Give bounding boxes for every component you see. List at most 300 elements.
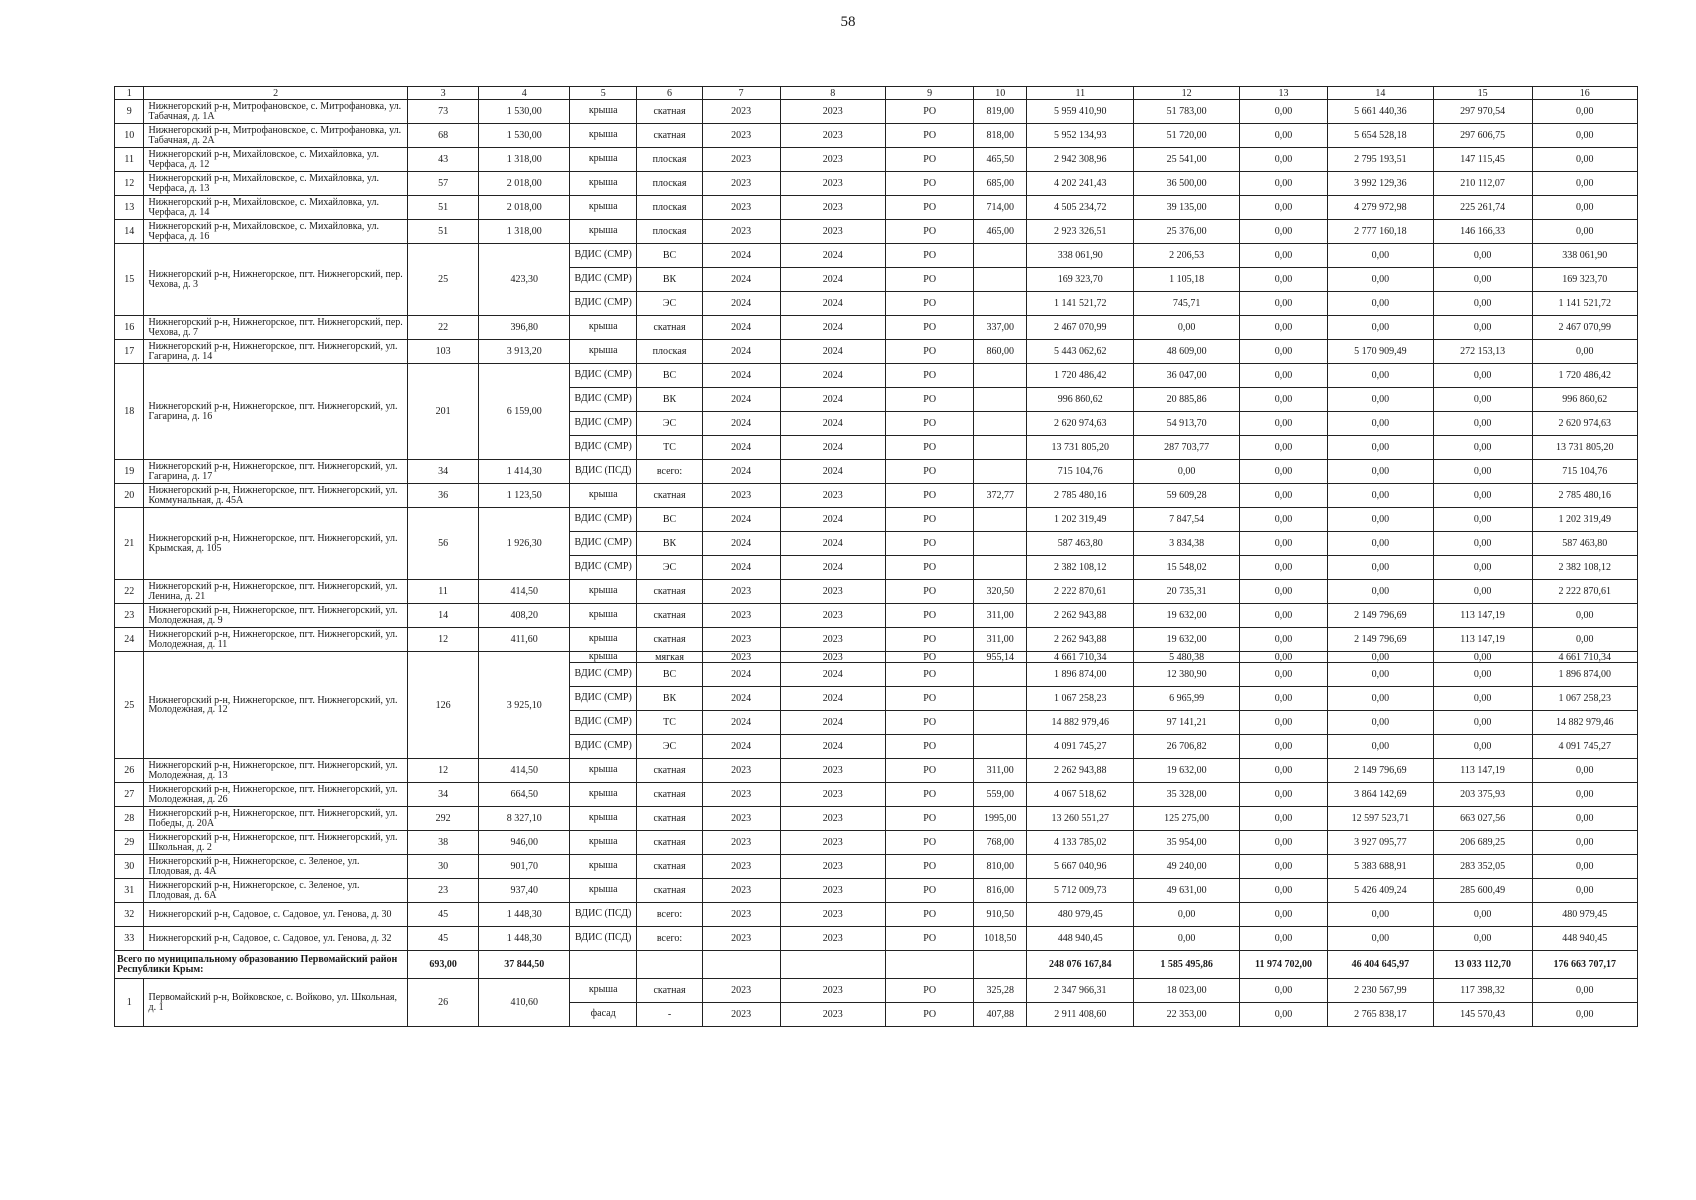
table-cell: 0,00 [1239, 831, 1327, 855]
table-cell: ВДИС (СМР) [569, 532, 636, 556]
table-cell: 372,77 [974, 484, 1027, 508]
table-cell: 0,00 [1239, 855, 1327, 879]
table-cell: 0,00 [1433, 508, 1532, 532]
table-cell: 1 067 258,23 [1532, 687, 1637, 711]
table-cell: 0,00 [1328, 663, 1433, 687]
table-cell: ЭС [637, 735, 702, 759]
table-cell: 2024 [702, 556, 780, 580]
table-cell: РО [885, 783, 973, 807]
table-cell: 2023 [702, 783, 780, 807]
table-cell: 2023 [780, 196, 885, 220]
table-cell: 0,00 [1239, 124, 1327, 148]
table-cell: 2 911 408,60 [1027, 1003, 1134, 1027]
table-cell: РО [885, 903, 973, 927]
table-cell: 1 896 874,00 [1532, 663, 1637, 687]
table-cell: 0,00 [1134, 460, 1239, 484]
table-cell: 13 033 112,70 [1433, 951, 1532, 979]
table-cell: 3 925,10 [479, 652, 570, 759]
table-cell: скатная [637, 807, 702, 831]
table-cell: 18 [115, 364, 144, 460]
table-cell: крыша [569, 855, 636, 879]
table-cell: РО [885, 172, 973, 196]
table-cell: РО [885, 979, 973, 1003]
table-cell: 587 463,80 [1532, 532, 1637, 556]
table-cell: РО [885, 927, 973, 951]
table-cell: 28 [115, 807, 144, 831]
table-cell: 2023 [702, 759, 780, 783]
table-cell: 4 505 234,72 [1027, 196, 1134, 220]
table-cell: 2023 [702, 172, 780, 196]
table-cell: РО [885, 508, 973, 532]
table-cell: 13 731 805,20 [1532, 436, 1637, 460]
address-cell: Нижнегорский р-н, Нижнегорское, пгт. Нижнегорский, ул. Молодежная, д. 9 [144, 604, 407, 628]
table-row [115, 172, 1638, 196]
table-cell: 2023 [780, 100, 885, 124]
table-cell [974, 244, 1027, 268]
table-cell: Всего по муниципальному образованию Первомайский район Республики Крым: [115, 951, 408, 979]
table-cell: 0,00 [1239, 903, 1327, 927]
table-cell [974, 364, 1027, 388]
table-cell: 292 [407, 807, 479, 831]
table-cell: 25 541,00 [1134, 148, 1239, 172]
table-cell: 283 352,05 [1433, 855, 1532, 879]
table-cell: ВДИС (СМР) [569, 687, 636, 711]
table-cell: ВДИС (ПСД) [569, 927, 636, 951]
table-cell: крыша [569, 979, 636, 1003]
table-cell: 203 375,93 [1433, 783, 1532, 807]
table-cell: 15 [1433, 87, 1532, 100]
table-cell: ВДИС (СМР) [569, 735, 636, 759]
table-cell: 6 [637, 87, 702, 100]
table-cell: РО [885, 807, 973, 831]
table-cell: 0,00 [1239, 436, 1327, 460]
table-cell: 5 952 134,93 [1027, 124, 1134, 148]
table-cell: 396,80 [479, 316, 570, 340]
table-cell: 0,00 [1239, 244, 1327, 268]
table-cell: 2023 [780, 652, 885, 663]
table-cell: РО [885, 879, 973, 903]
table-cell: ВДИС (СМР) [569, 412, 636, 436]
table-cell: крыша [569, 340, 636, 364]
table-cell: 2024 [702, 711, 780, 735]
table-cell: 0,00 [1532, 196, 1637, 220]
table-cell: 176 663 707,17 [1532, 951, 1637, 979]
table-cell: 1 202 319,49 [1027, 508, 1134, 532]
table-row [115, 316, 1638, 340]
table-row [115, 807, 1638, 831]
table-cell: 2023 [702, 196, 780, 220]
table-cell: 2 262 943,88 [1027, 628, 1134, 652]
table-cell: 34 [407, 783, 479, 807]
table-cell: 2023 [702, 879, 780, 903]
table-cell: 2 382 108,12 [1532, 556, 1637, 580]
table-cell: 414,50 [479, 759, 570, 783]
table-cell: 51 [407, 196, 479, 220]
table-cell: крыша [569, 316, 636, 340]
table-cell: 248 076 167,84 [1027, 951, 1134, 979]
table-cell: 2024 [780, 508, 885, 532]
table-cell: 210 112,07 [1433, 172, 1532, 196]
table-cell: 2023 [702, 652, 780, 663]
table-cell: 0,00 [1433, 711, 1532, 735]
table-cell: 9 [115, 100, 144, 124]
table-cell: 38 [407, 831, 479, 855]
table-cell: 465,00 [974, 220, 1027, 244]
table-cell: РО [885, 687, 973, 711]
table-cell: 0,00 [1433, 388, 1532, 412]
table-cell: 27 [115, 783, 144, 807]
table-cell: 338 061,90 [1027, 244, 1134, 268]
table-cell: 45 [407, 903, 479, 927]
table-cell: 5 443 062,62 [1027, 340, 1134, 364]
table-cell: 664,50 [479, 783, 570, 807]
table-cell: 0,00 [1239, 196, 1327, 220]
address-cell: Нижнегорский р-н, Митрофановское, с. Митрофановка, ул. Табачная, д. 2А [144, 124, 407, 148]
table-cell: ВК [637, 532, 702, 556]
table-cell: ВДИС (СМР) [569, 556, 636, 580]
table-cell [974, 292, 1027, 316]
table-cell: 5 654 528,18 [1328, 124, 1433, 148]
table-cell [974, 687, 1027, 711]
table-cell: 25 [115, 652, 144, 759]
table-cell: 1 202 319,49 [1532, 508, 1637, 532]
table-cell: 2023 [702, 927, 780, 951]
table-cell: РО [885, 855, 973, 879]
table-cell: 1 530,00 [479, 100, 570, 124]
table-cell: 16 [115, 316, 144, 340]
address-cell: Нижнегорский р-н, Митрофановское, с. Митрофановка, ул. Табачная, д. 1А [144, 100, 407, 124]
table-cell: 448 940,45 [1027, 927, 1134, 951]
table-cell: 0,00 [1328, 244, 1433, 268]
table-cell: РО [885, 196, 973, 220]
table-cell: крыша [569, 172, 636, 196]
table-cell: 1 067 258,23 [1027, 687, 1134, 711]
table-cell: ВС [637, 508, 702, 532]
table-cell: 9 [885, 87, 973, 100]
table-cell: крыша [569, 604, 636, 628]
table-cell: 5 426 409,24 [1328, 879, 1433, 903]
table-cell [974, 412, 1027, 436]
table-cell: крыша [569, 100, 636, 124]
table-cell: 0,00 [1328, 484, 1433, 508]
address-cell: Нижнегорский р-н, Садовое, с. Садовое, ул. Генова, д. 30 [144, 903, 407, 927]
table-cell: 23 [115, 604, 144, 628]
table-cell: 0,00 [1239, 735, 1327, 759]
table-cell: 12 [407, 759, 479, 783]
table-cell: 0,00 [1239, 364, 1327, 388]
table-cell: 30 [115, 855, 144, 879]
table-cell: 320,50 [974, 580, 1027, 604]
table-cell: 2023 [780, 604, 885, 628]
table-cell: 11 974 702,00 [1239, 951, 1327, 979]
table-cell: 0,00 [1134, 927, 1239, 951]
table-cell: 1 105,18 [1134, 268, 1239, 292]
table-cell: ВДИС (СМР) [569, 711, 636, 735]
table-cell: 2024 [780, 412, 885, 436]
table-cell: 0,00 [1532, 979, 1637, 1003]
table-cell: 423,30 [479, 244, 570, 316]
table-cell: крыша [569, 148, 636, 172]
table-cell: 1 926,30 [479, 508, 570, 580]
table-cell: 411,60 [479, 628, 570, 652]
table-cell: ВС [637, 244, 702, 268]
table-cell: 54 913,70 [1134, 412, 1239, 436]
table-cell: 2 382 108,12 [1027, 556, 1134, 580]
table-row [115, 100, 1638, 124]
table-cell: 0,00 [1239, 879, 1327, 903]
table-cell: 0,00 [1239, 220, 1327, 244]
table-cell: 465,50 [974, 148, 1027, 172]
table-cell: ЭС [637, 292, 702, 316]
table-cell: 2024 [702, 244, 780, 268]
table-cell: 22 [115, 580, 144, 604]
table-cell: РО [885, 604, 973, 628]
table-cell: 11 [407, 580, 479, 604]
table-cell: 14 882 979,46 [1027, 711, 1134, 735]
table-cell: 1 123,50 [479, 484, 570, 508]
table-cell: 49 631,00 [1134, 879, 1239, 903]
table-cell: 0,00 [1239, 460, 1327, 484]
address-cell: Нижнегорский р-н, Нижнегорское, пгт. Нижнегорский, ул. Победы, д. 20А [144, 807, 407, 831]
table-cell: 448 940,45 [1532, 927, 1637, 951]
table-cell: РО [885, 532, 973, 556]
table-cell: 714,00 [974, 196, 1027, 220]
table-cell: 13 [115, 196, 144, 220]
table-cell: 2024 [702, 663, 780, 687]
address-cell: Нижнегорский р-н, Нижнегорское, с. Зеленое, ул. Плодовая, д. 6А [144, 879, 407, 903]
table-cell: 11 [115, 148, 144, 172]
table-cell: ВДИС (СМР) [569, 268, 636, 292]
table-cell: 3 [407, 87, 479, 100]
table-cell [974, 436, 1027, 460]
table-cell: 480 979,45 [1532, 903, 1637, 927]
table-cell: 201 [407, 364, 479, 460]
column-number-row [115, 87, 1638, 100]
table-cell: ВС [637, 364, 702, 388]
address-cell: Нижнегорский р-н, Михайловское, с. Михайловка, ул. Черфаса, д. 13 [144, 172, 407, 196]
table-cell: 14 [1328, 87, 1433, 100]
table-cell: 2024 [780, 556, 885, 580]
table-cell: ТС [637, 711, 702, 735]
table-cell: 0,00 [1433, 663, 1532, 687]
address-cell: Нижнегорский р-н, Михайловское, с. Михайловка, ул. Черфаса, д. 12 [144, 148, 407, 172]
table-cell: 0,00 [1328, 436, 1433, 460]
table-cell: крыша [569, 124, 636, 148]
table-cell: 19 632,00 [1134, 628, 1239, 652]
table-row [115, 460, 1638, 484]
table-cell: 206 689,25 [1433, 831, 1532, 855]
table-cell: 147 115,45 [1433, 148, 1532, 172]
table-cell: РО [885, 556, 973, 580]
table-cell: 2023 [780, 979, 885, 1003]
table-cell: 0,00 [1239, 316, 1327, 340]
table-cell: плоская [637, 172, 702, 196]
table-cell: 0,00 [1328, 508, 1433, 532]
table-cell: ВДИС (СМР) [569, 364, 636, 388]
table-cell: 2024 [780, 364, 885, 388]
table-cell: 693,00 [407, 951, 479, 979]
address-cell: Нижнегорский р-н, Нижнегорское, пгт. Нижнегорский, ул. Крымская, д. 105 [144, 508, 407, 580]
table-cell: 1 530,00 [479, 124, 570, 148]
address-cell: Нижнегорский р-н, Нижнегорское, пгт. Нижнегорский, ул. Школьная, д. 2 [144, 831, 407, 855]
table-cell: 410,60 [479, 979, 570, 1027]
table-cell: 2 262 943,88 [1027, 604, 1134, 628]
table-cell: 0,00 [1532, 220, 1637, 244]
table-cell: 663 027,56 [1433, 807, 1532, 831]
table-row [115, 652, 1638, 663]
table-cell: 0,00 [1433, 903, 1532, 927]
table-cell: 0,00 [1239, 979, 1327, 1003]
table-cell: 685,00 [974, 172, 1027, 196]
table-cell: 715 104,76 [1027, 460, 1134, 484]
table-cell: 33 [115, 927, 144, 951]
table-cell: 0,00 [1239, 1003, 1327, 1027]
table-cell: 12 [407, 628, 479, 652]
table-cell: фасад [569, 1003, 636, 1027]
table-cell: крыша [569, 783, 636, 807]
table-cell: 2024 [702, 268, 780, 292]
empty-cell [702, 951, 780, 979]
table-cell: 810,00 [974, 855, 1027, 879]
table-cell: 816,00 [974, 879, 1027, 903]
table-cell: 48 609,00 [1134, 340, 1239, 364]
table-cell: 2024 [780, 687, 885, 711]
table-cell: РО [885, 388, 973, 412]
table-row [115, 855, 1638, 879]
table-cell: 0,00 [1532, 759, 1637, 783]
table-cell: скатная [637, 759, 702, 783]
table-cell: РО [885, 628, 973, 652]
table-cell: 2023 [780, 927, 885, 951]
table-cell [974, 508, 1027, 532]
table-cell: ТС [637, 436, 702, 460]
table-cell: 6 965,99 [1134, 687, 1239, 711]
address-cell: Нижнегорский р-н, Нижнегорское, пгт. Нижнегорский, пер. Чехова, д. 3 [144, 244, 407, 316]
table-cell: 0,00 [1239, 759, 1327, 783]
table-cell: 0,00 [1433, 292, 1532, 316]
table-cell: 6 159,00 [479, 364, 570, 460]
table-cell: 2024 [780, 735, 885, 759]
table-cell: 0,00 [1328, 388, 1433, 412]
table-cell: 0,00 [1532, 1003, 1637, 1027]
table-cell: 0,00 [1239, 148, 1327, 172]
table-cell [974, 388, 1027, 412]
table-cell: 16 [1532, 87, 1637, 100]
table-cell: 20 885,86 [1134, 388, 1239, 412]
table-cell: 0,00 [1239, 711, 1327, 735]
table-cell: 2023 [702, 604, 780, 628]
table-cell: 4 202 241,43 [1027, 172, 1134, 196]
table-cell: 414,50 [479, 580, 570, 604]
table-cell: 20 735,31 [1134, 580, 1239, 604]
table-cell: 25 [407, 244, 479, 316]
table-cell: ВК [637, 687, 702, 711]
table-cell: 338 061,90 [1532, 244, 1637, 268]
table-cell: 31 [115, 879, 144, 903]
table-cell: 30 [407, 855, 479, 879]
table-cell: 113 147,19 [1433, 759, 1532, 783]
table-cell: 15 [115, 244, 144, 316]
table-cell: РО [885, 484, 973, 508]
table-cell [974, 735, 1027, 759]
table-cell: 1 720 486,42 [1027, 364, 1134, 388]
table-cell: 13 [1239, 87, 1327, 100]
table-row [115, 903, 1638, 927]
table-cell: 0,00 [1433, 532, 1532, 556]
table-cell: РО [885, 652, 973, 663]
table-cell: 0,00 [1239, 268, 1327, 292]
table-row [115, 484, 1638, 508]
table-cell: 955,14 [974, 652, 1027, 663]
table-cell: РО [885, 220, 973, 244]
table-cell: 0,00 [1433, 364, 1532, 388]
table-cell: РО [885, 412, 973, 436]
table-cell: 0,00 [1433, 460, 1532, 484]
table-cell: 2024 [702, 735, 780, 759]
table-cell: 5 667 040,96 [1027, 855, 1134, 879]
table-cell: 2 795 193,51 [1328, 148, 1433, 172]
table-cell: 1 [115, 87, 144, 100]
table-cell: 0,00 [1239, 604, 1327, 628]
table-cell: 4 067 518,62 [1027, 783, 1134, 807]
table-cell: 17 [115, 340, 144, 364]
table-cell: 2 785 480,16 [1532, 484, 1637, 508]
table-cell: 0,00 [1328, 687, 1433, 711]
table-cell: 819,00 [974, 100, 1027, 124]
repair-register-table [114, 86, 1638, 1027]
table-cell: 3 834,38 [1134, 532, 1239, 556]
table-cell: 287 703,77 [1134, 436, 1239, 460]
table-cell: 0,00 [1239, 292, 1327, 316]
table-cell: 2023 [780, 1003, 885, 1027]
page-number: 58 [840, 14, 856, 30]
table-cell: 2023 [702, 100, 780, 124]
table-cell: 23 [407, 879, 479, 903]
table-row [115, 124, 1638, 148]
table-cell: 5 383 688,91 [1328, 855, 1433, 879]
table-cell: ВДИС (ПСД) [569, 903, 636, 927]
table-cell: 2023 [702, 903, 780, 927]
table-cell [974, 268, 1027, 292]
table-cell: 0,00 [1532, 340, 1637, 364]
table-cell: 0,00 [1239, 927, 1327, 951]
table-cell: 407,88 [974, 1003, 1027, 1027]
table-cell [974, 663, 1027, 687]
table-cell: 24 [115, 628, 144, 652]
table-cell: РО [885, 316, 973, 340]
table-cell: 5 959 410,90 [1027, 100, 1134, 124]
table-cell: 22 353,00 [1134, 1003, 1239, 1027]
table-cell: 2 620 974,63 [1532, 412, 1637, 436]
address-cell: Нижнегорский р-н, Нижнегорское, пгт. Нижнегорский, ул. Молодежная, д. 13 [144, 759, 407, 783]
table-cell: 1 896 874,00 [1027, 663, 1134, 687]
table-cell: 14 [115, 220, 144, 244]
table-cell: 4 091 745,27 [1027, 735, 1134, 759]
table-cell: 0,00 [1239, 663, 1327, 687]
table-cell: РО [885, 711, 973, 735]
table-cell: 2 765 838,17 [1328, 1003, 1433, 1027]
table-cell: 0,00 [1328, 711, 1433, 735]
table-cell: 145 570,43 [1433, 1003, 1532, 1027]
table-cell: 946,00 [479, 831, 570, 855]
table-cell: 860,00 [974, 340, 1027, 364]
table-cell: 2024 [702, 388, 780, 412]
table-cell: 0,00 [1239, 484, 1327, 508]
table-cell: 169 323,70 [1027, 268, 1134, 292]
table-row [115, 759, 1638, 783]
table-cell: 4 661 710,34 [1532, 652, 1637, 663]
table-cell: 39 135,00 [1134, 196, 1239, 220]
